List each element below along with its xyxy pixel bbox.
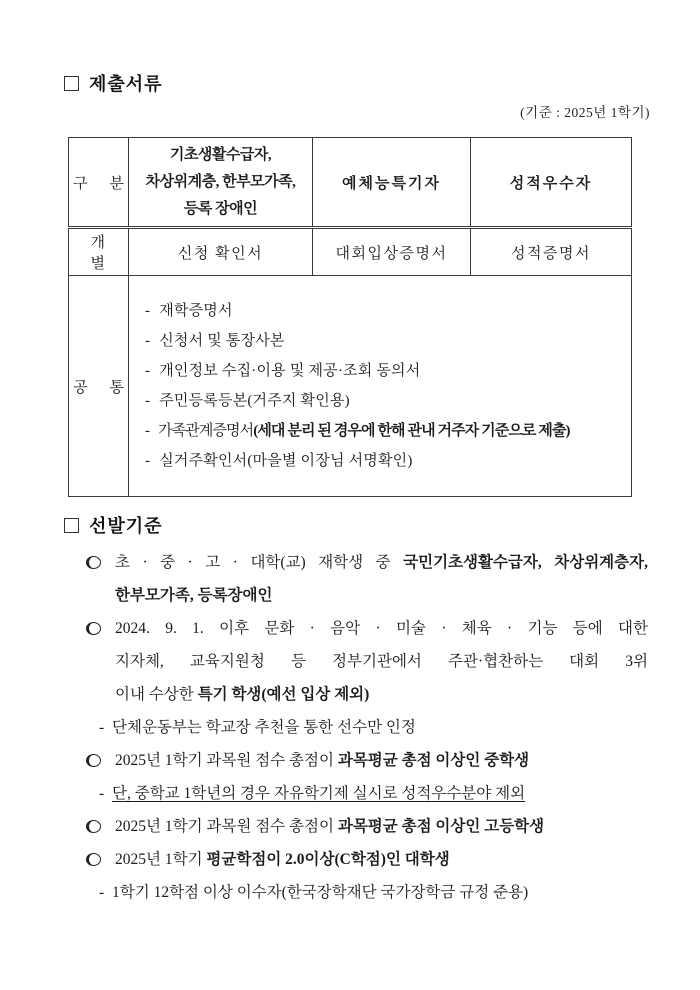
criteria-line: [68, 645, 648, 678]
section-title-submission-documents: [64, 70, 163, 96]
criteria-line: [68, 546, 648, 579]
standard-note: (기준 : 2025년 1학기): [520, 105, 650, 120]
header-line: 차상위계층, 한부모가족,: [145, 173, 296, 190]
line-text: 단체운동부는 학교장 추천을 통한 선수만 인정: [112, 719, 416, 736]
line-bold-text: 특기 학생(예선 입상 제외): [197, 686, 370, 703]
criteria-subline: [68, 777, 648, 810]
line-text: 2024. 9. 1. 이후 문화 · 음악 · 미술 · 체육 · 기능 등에 대한: [115, 620, 648, 637]
header-category: 구 분: [69, 138, 129, 228]
header-arts-sports: 예체능특기자: [313, 138, 471, 228]
bullet-circle-icon: [86, 556, 101, 569]
table-row-individual: [69, 228, 632, 276]
item-text: 신청서 및 통장사본: [159, 333, 285, 349]
bullet-circle-icon: [86, 820, 101, 833]
line-bold-text: 국민기초생활수급자, 차상위계층자,: [403, 554, 648, 571]
header-line: 등록 장애인: [183, 200, 258, 217]
dash-marker: -: [99, 719, 105, 736]
item-bold-text: (세대 분리 된 경우에 한해 관내 거주자 기준으로 제출): [253, 423, 570, 439]
cell-competition-award-certificate: 대회입상증명서: [313, 228, 471, 276]
dash-marker: -: [145, 453, 151, 469]
dash-marker: -: [99, 785, 105, 802]
line-bold-text: 한부모가족, 등록장애인: [115, 587, 273, 604]
line-text: 초 · 중 · 고 · 대학(교) 재학생 중: [115, 554, 404, 571]
criteria-line: [68, 612, 648, 645]
item-text: 개인정보 수집·이용 및 제공·조회 동의서: [159, 363, 421, 379]
list-item: [145, 446, 627, 476]
section-title-text: 제출서류: [89, 74, 163, 94]
line-bold-text: 과목평균 총점 이상인 중학생: [337, 752, 530, 769]
criteria-line: [68, 744, 648, 777]
line-text-underlined: 단, 중학교 1학년의 경우 자유학기제 실시로 성적우수분야 제외: [112, 785, 526, 802]
header-academic-excellence: 성적우수자: [471, 138, 632, 228]
line-bold-text: 과목평균 총점 이상인 고등학생: [337, 818, 545, 835]
dash-marker: -: [145, 423, 150, 439]
criteria-line: [68, 810, 648, 843]
table-header-row: [69, 138, 632, 228]
checkbox-square-icon: [64, 518, 79, 533]
criteria-line: [68, 579, 648, 612]
checkbox-square-icon: [64, 76, 79, 91]
criteria-line: [68, 843, 648, 876]
criteria-line: [68, 678, 648, 711]
cell-transcript: 성적증명서: [471, 228, 632, 276]
common-documents-list: [145, 296, 627, 476]
item-text: 주민등록등본(거주지 확인용): [159, 393, 350, 409]
section-title-selection-criteria: [64, 512, 163, 538]
dash-marker: -: [145, 303, 151, 319]
item-text: 가족관계증명서: [158, 423, 254, 439]
line-text: 지자체, 교육지원청 등 정부기관에서 주관·협찬하는 대회 3위: [115, 653, 648, 670]
table-row-common: [69, 276, 632, 497]
line-text: 이내 수상한: [115, 686, 198, 703]
bullet-circle-icon: [86, 754, 101, 767]
bullet-circle-icon: [86, 622, 101, 635]
list-item: [145, 326, 627, 356]
header-basic-livelihood: [129, 138, 313, 228]
cell-application-confirmation: 신청 확인서: [129, 228, 313, 276]
dash-marker: -: [145, 393, 151, 409]
dash-marker: -: [145, 333, 151, 349]
item-text: 재학증명서: [159, 303, 233, 319]
section-title-text: 선발기준: [89, 516, 163, 536]
selection-criteria-list: [68, 546, 648, 909]
row-label-common: 공 통: [69, 276, 129, 497]
row-label-individual: 개 별: [69, 228, 129, 276]
line-text: 2025년 1학기 과목원 점수 총점이: [115, 752, 338, 769]
dash-marker: -: [99, 884, 105, 901]
item-text: 실거주확인서(마을별 이장님 서명확인): [159, 453, 413, 469]
submission-documents-table: [68, 137, 632, 497]
cell-common-documents: [129, 276, 632, 497]
line-text: 2025년 1학기: [115, 851, 207, 868]
criteria-subline: [68, 711, 648, 744]
list-item: [145, 386, 627, 416]
list-item: [145, 416, 627, 446]
criteria-subline: [68, 876, 648, 909]
header-line: 기초생활수급자,: [169, 146, 272, 163]
line-text: 1학기 12학점 이상 이수자(한국장학재단 국가장학금 규정 준용): [112, 884, 529, 901]
line-text: 2025년 1학기 과목원 점수 총점이: [115, 818, 338, 835]
list-item: [145, 296, 627, 326]
dash-marker: -: [145, 363, 151, 379]
list-item: [145, 356, 627, 386]
bullet-circle-icon: [86, 853, 101, 866]
line-bold-text: 평균학점이 2.0이상(C학점)인 대학생: [206, 851, 450, 868]
